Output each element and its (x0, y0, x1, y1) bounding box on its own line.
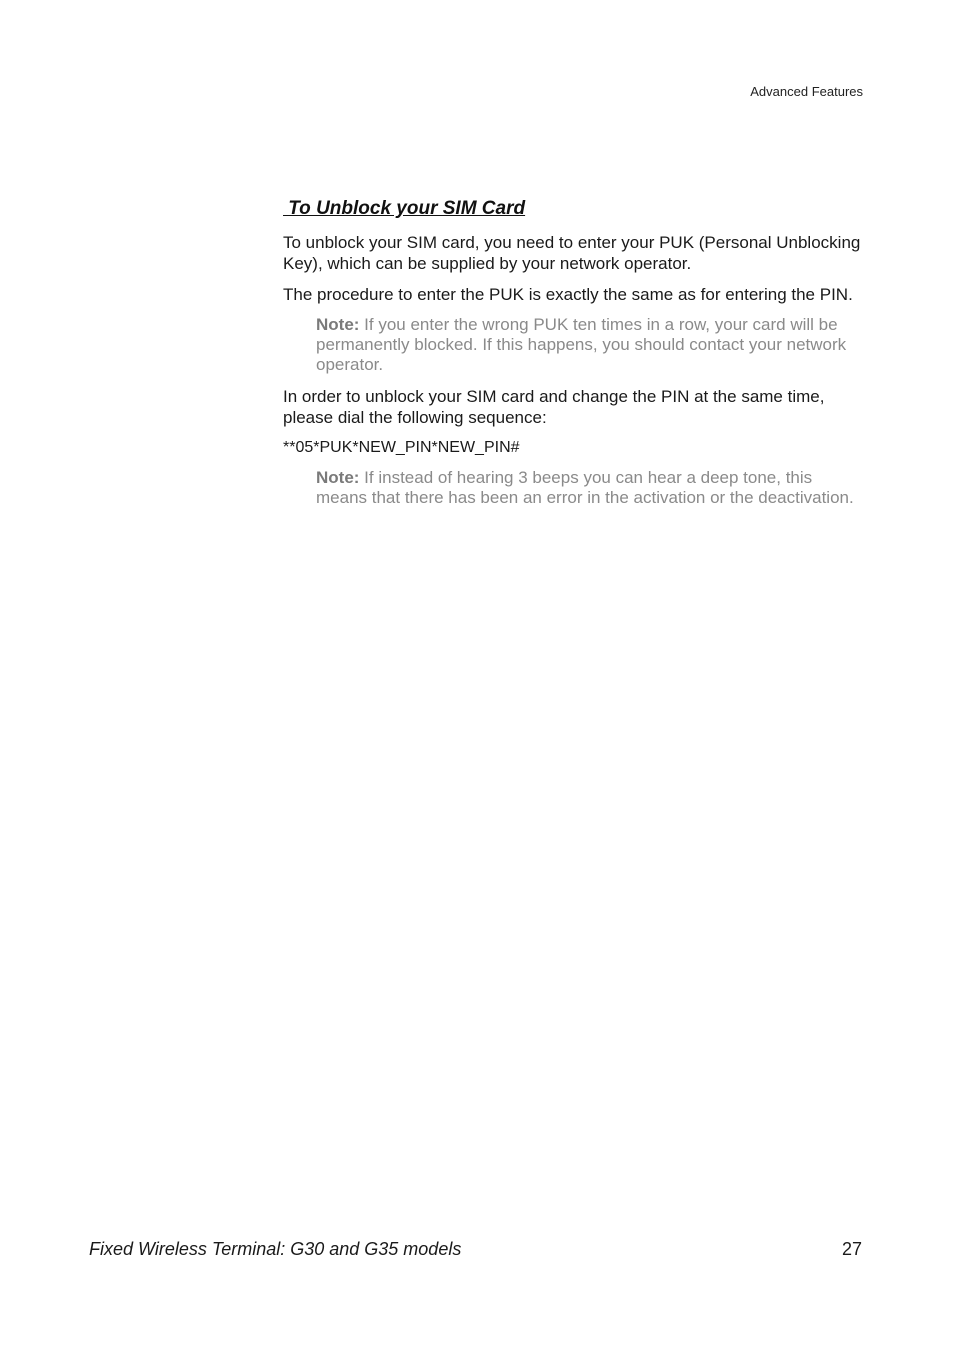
main-content (283, 198, 863, 519)
note-label: Note: (316, 315, 360, 334)
running-header: Advanced Features (750, 84, 863, 99)
section-title: To Unblock your SIM Card (283, 198, 526, 219)
note-label: Note: (316, 468, 360, 487)
procedure-paragraph: The procedure to enter the PUK is exactly the same as for entering the PIN. (283, 285, 853, 304)
sequence-intro-paragraph: In order to unblock your SIM card and change the PIN at the same time, please dial the following sequence: (283, 387, 825, 427)
dial-sequence: **05*PUK*NEW_PIN*NEW_PIN# (283, 439, 520, 456)
note-puk-blocked (316, 315, 863, 375)
note-text: If instead of hearing 3 beeps you can hear a deep tone, this means that there has been an error in the activation or the deactivation. (316, 468, 854, 507)
intro-paragraph: To unblock your SIM card, you need to enter your PUK (Personal Unblocking Key), which can be supplied by your network operator. (283, 233, 861, 273)
note-deep-tone (316, 468, 863, 508)
note-text: If you enter the wrong PUK ten times in a row, your card will be permanently blocked. If this happens, you should contact your network operator. (316, 315, 847, 374)
footer-document-title: Fixed Wireless Terminal: G30 and G35 models (89, 1239, 462, 1259)
page-number: 27 (841, 1239, 862, 1259)
